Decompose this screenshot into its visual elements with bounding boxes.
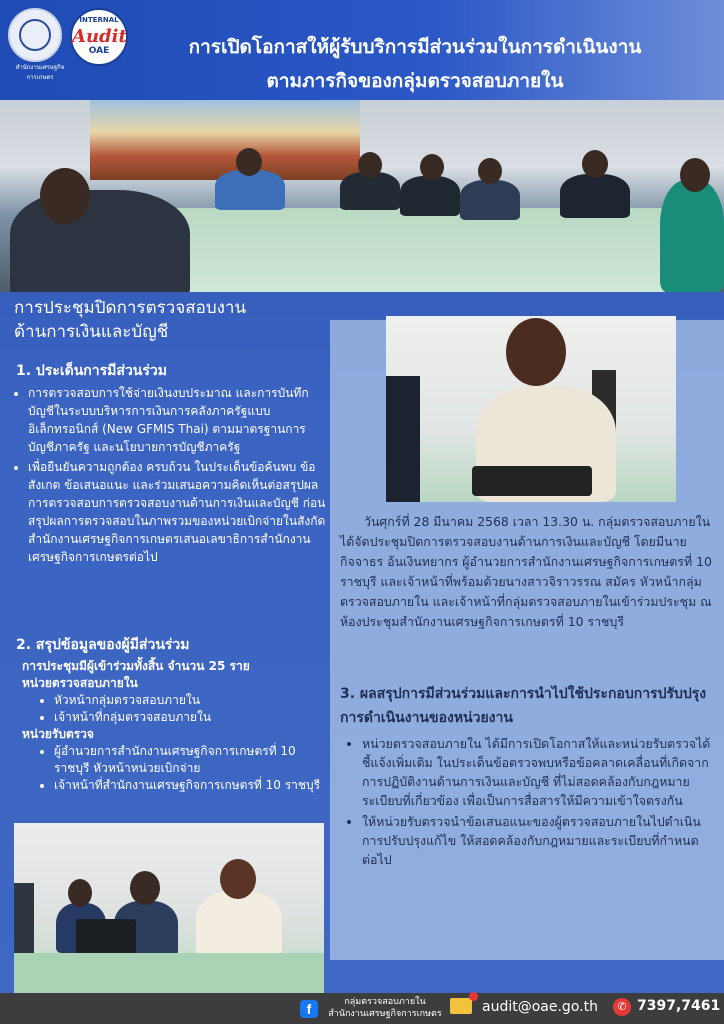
- section3-bullet: • ให้หน่วยรับตรวจนำข้อเสนอแนะของผู้ตรวจสอบภายในไปดำเนินการปรับปรุงแก้ไข ให้สอดคล้องกับกฎหมายและระเบียบที่กำหนดต่อไป: [362, 812, 714, 869]
- header-banner: [0, 0, 724, 100]
- person: [215, 170, 285, 210]
- laptop-bag: [472, 466, 592, 496]
- person: [10, 190, 190, 292]
- main-heading-line2: ด้านการเงินและบัญชี: [14, 322, 169, 342]
- person-head: [68, 879, 92, 907]
- section3-bullet: • หน่วยตรวจสอบภายใน ได้มีการเปิดโอกาสให้และหน่วยรับตรวจได้ชี้แจ้งเพิ่มเติม ในประเด็นข้อตรวจพบหรือข้อคลาดเคลื่อนที่เกิดจากการปฏิบัติงานด้านการเงินและบัญชี ที่ไม่สอดคล้องกับกฎหมาย ระเบียบที่เกี่ยวข้อง เพื่อเป็นการสื่อสารให้มีความเข้าใจตรงกัน: [362, 734, 714, 810]
- facebook-icon[interactable]: f: [300, 1000, 318, 1018]
- section2-title: 2. สรุปข้อมูลของผู้มีส่วนร่วม: [16, 637, 190, 653]
- internal-audit-logo: [70, 8, 128, 66]
- group1-item: • เจ้าหน้าที่กลุ่มตรวจสอบภายใน: [54, 709, 332, 726]
- person-head: [130, 871, 160, 905]
- side-person: [386, 376, 420, 502]
- section1-bullet: • เพื่อยืนยันความถูกต้อง ครบถ้วน ในประเด็นข้อค้นพบ ข้อสังเกต ข้อเสนอแนะ และร่วมเสนอความคิดเห็นต่อสรุปผลการตรวจสอบการตรวจสอบงานด้านการเงินและบัญชี ก่อนสรุปผลการตรวจสอบในภาพรวมของหน่วยเบิกจ่ายในสังกัดสำนักงานเศรษฐกิจการเกษตรเสนอเลขาธิการสำนักงานเศรษฐกิจการเกษตรต่อไป: [28, 458, 330, 566]
- mail-icon: [450, 998, 472, 1014]
- laptop: [76, 919, 136, 955]
- person-head: [40, 168, 90, 224]
- logo-text-bottom: OAE: [88, 46, 110, 56]
- wall-mural: [90, 100, 360, 180]
- facebook-line1: กลุ่มตรวจสอบภายใน: [344, 997, 426, 1007]
- page-title-line1: การเปิดโอกาสให้ผู้รับบริการมีส่วนร่วมในการดำเนินงาน: [188, 36, 642, 58]
- person-head: [236, 148, 262, 176]
- oae-logo: [8, 8, 65, 81]
- person-head: [420, 154, 444, 180]
- section2-body: [22, 658, 332, 794]
- page-title-line2: ตามภารกิจของกลุ่มตรวจสอบภายใน: [266, 70, 564, 92]
- group2-title: หน่วยรับตรวจ: [22, 727, 94, 741]
- oae-logo-caption: สำนักงานเศรษฐกิจการเกษตร: [15, 64, 65, 81]
- main-heading-line1: การประชุมปิดการตรวจสอบงาน: [14, 298, 247, 318]
- speaker-photo: [386, 316, 676, 502]
- person: [460, 180, 520, 220]
- logo-text-middle: Audit: [72, 26, 127, 47]
- woman-in-cardigan: [196, 891, 282, 961]
- group1-title: หน่วยตรวจสอบภายใน: [22, 676, 138, 690]
- facebook-page-link[interactable]: [325, 996, 445, 1020]
- meeting-table: [120, 208, 680, 292]
- meeting-photo-small: [14, 823, 324, 995]
- section1-title: 1. ประเด็นการมีส่วนร่วม: [16, 363, 167, 379]
- section1-body: [10, 384, 330, 568]
- facebook-line2: สำนักงานเศรษฐกิจการเกษตร: [328, 1009, 442, 1019]
- email-link[interactable]: audit@oae.go.th: [482, 999, 598, 1015]
- section1-bullet: • การตรวจสอบการใช้จ่ายเงินงบประมาณ และการบันทึกบัญชีในระบบบริหารการเงินการคลังภาครัฐแบบอิเล็กทรอนิกส์ (New GFMIS Thai) ตามมาตรฐานการบัญชีภาครัฐ และนโยบายการบัญชีภาครัฐ: [28, 384, 330, 456]
- phone-number[interactable]: 7397,7461: [637, 998, 721, 1014]
- person: [560, 174, 630, 218]
- person-head: [220, 859, 256, 899]
- main-heading: [14, 296, 246, 344]
- person-head: [680, 158, 710, 192]
- meeting-table: [14, 953, 324, 995]
- person: [660, 180, 724, 292]
- page-title: [130, 30, 700, 98]
- person-head: [582, 150, 608, 178]
- group1-item: • หัวหน้ากลุ่มตรวจสอบภายใน: [54, 692, 332, 709]
- logo-text-top: INTERNAL: [79, 16, 119, 24]
- meeting-description: วันศุกร์ที่ 28 มีนาคม 2568 เวลา 13.30 น. กลุ่มตรวจสอบภายใน ได้จัดประชุมปิดการตรวจสอบงานด้านการเงินและบัญชี โดยมีนายกิจจาธร อ้นเงินทยากร ผู้อำนวยการสำนักงานเศรษฐกิจการเกษตรที่ 10 ราชบุรี และเจ้าหน้าที่พร้อมด้วยนางสาวจิราวรรณ สมัคร หัวหน้ากลุ่มตรวจสอบภายใน และเจ้าหน้าที่กลุ่มตรวจสอบภายในเข้าร่วมประชุม ณ ห้องประชุมสำนักงานเศรษฐกิจการเกษตรที่ 10 ราชบุรี: [340, 514, 712, 629]
- group2-item: • เจ้าหน้าที่สำนักงานเศรษฐกิจการเกษตรที่ 10 ราชบุรี: [54, 777, 332, 794]
- person-head: [358, 152, 382, 178]
- section3-body: [344, 734, 714, 871]
- woman-head: [506, 318, 566, 386]
- section3-title: 3. ผลสรุปการมีส่วนร่วมและการนำไปใช้ประกอบการปรับปรุงการดำเนินงานของหน่วยงาน: [340, 686, 707, 726]
- participant-total: การประชุมมีผู้เข้าร่วมทั้งสิ้น จำนวน 25 ราย: [22, 659, 250, 673]
- person: [400, 176, 460, 216]
- phone-icon: ✆: [613, 998, 631, 1016]
- meeting-room-photo: [0, 100, 724, 292]
- group2-item: • ผู้อำนวยการสำนักงานเศรษฐกิจการเกษตรที่ 10 ราชบุรี หัวหน้าหน่วยเบิกจ่าย: [54, 743, 332, 777]
- person-head: [478, 158, 502, 184]
